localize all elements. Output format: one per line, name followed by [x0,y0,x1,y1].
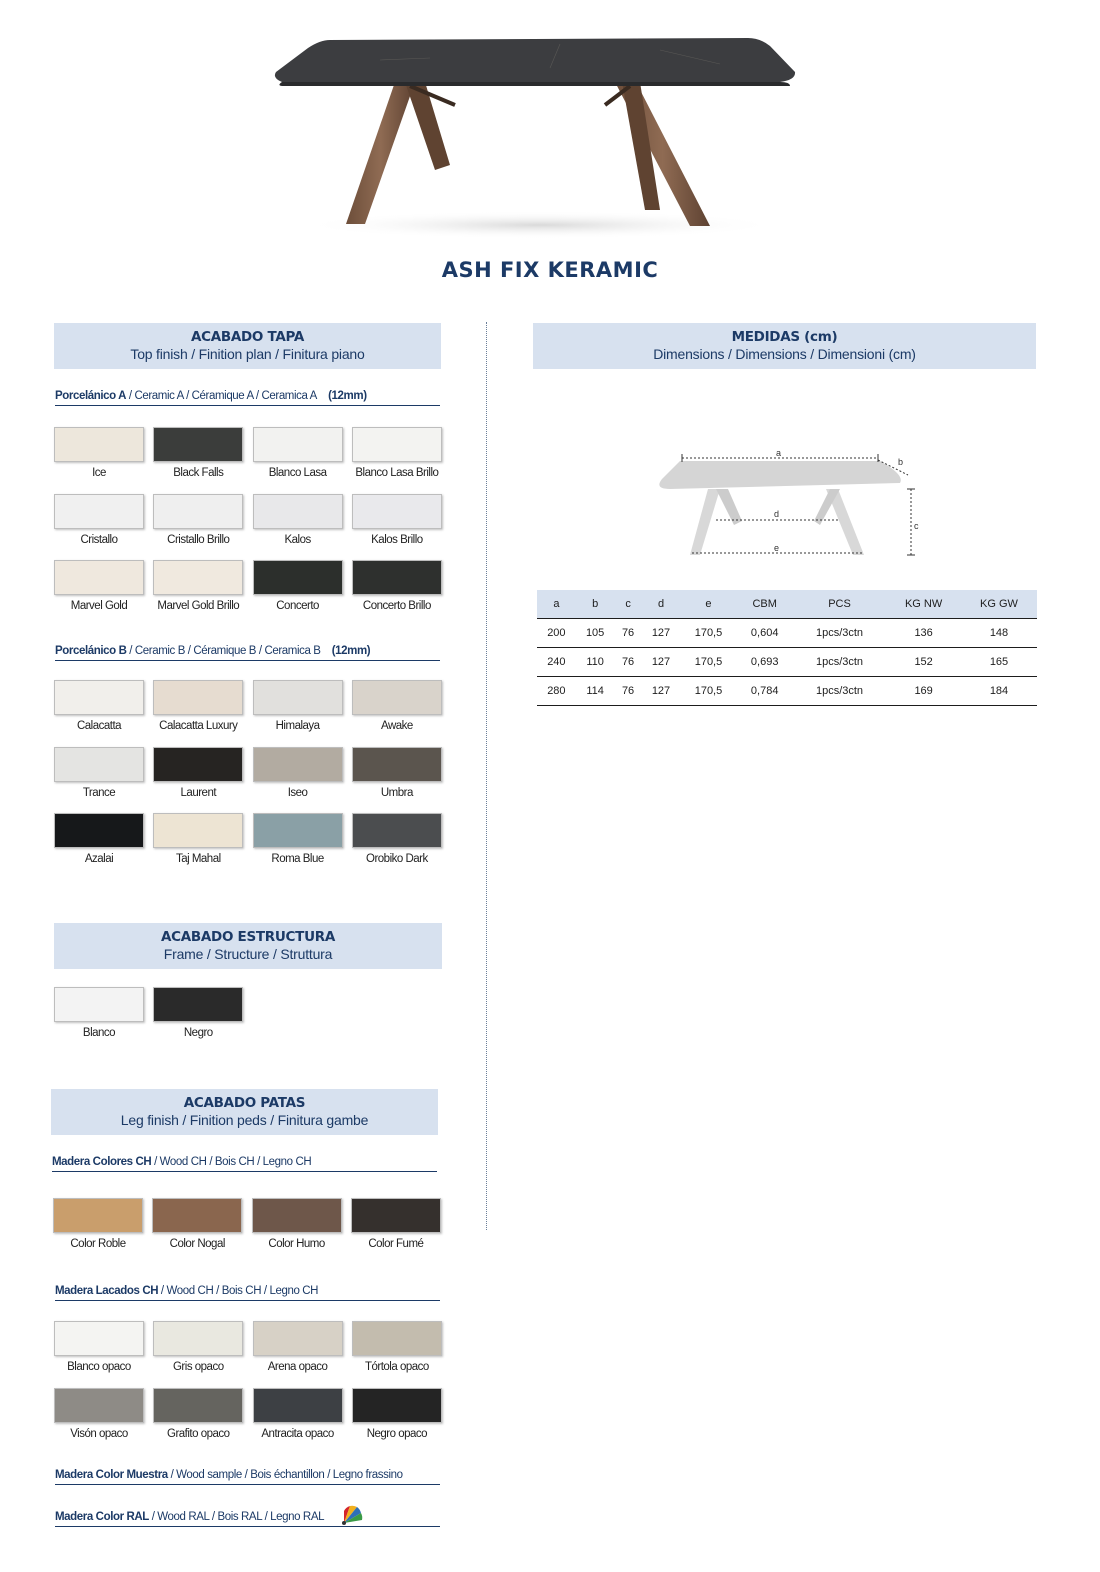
table-cell: 0,784 [737,677,793,706]
ceramic-b-label-bold: Porcelánico B [55,645,127,657]
ceramic-a-label-rest: / Ceramic A / Céramique A / Ceramica A [126,390,317,402]
swatch-label: Concerto Brillo [362,600,431,612]
product-title: ASH FIX KERAMIC [441,258,659,282]
finish-swatch [352,747,442,799]
table-header-cell: CBM [737,590,793,619]
swatch-label: Color Roble [70,1238,126,1250]
swatch-label: Calacatta Luxury [159,720,238,732]
finish-swatch [253,494,343,546]
wood-ral-label-rest: / Wood RAL / Bois RAL / Legno RAL [148,1511,325,1523]
swatch-label: Color Fumé [368,1238,424,1250]
finish-swatch [54,494,144,546]
swatch-color-tile [153,987,243,1022]
finish-swatch [352,680,442,732]
finish-swatch [153,1321,243,1373]
finish-swatch [54,1388,144,1440]
table-row [537,677,1037,706]
ceramic-b-label-note: (12mm) [331,645,371,657]
finish-swatch [152,1198,242,1250]
finish-swatch [54,560,144,612]
swatch-color-tile [153,813,243,848]
swatch-label: Arena opaco [267,1361,328,1373]
swatch-color-tile [54,987,144,1022]
dim-label-e: e [774,543,780,553]
ceramic-a-label-note: (12mm) [328,390,367,402]
frame-finish-header [54,923,442,969]
swatch-color-tile [352,560,442,595]
ceramic-a-label [55,390,440,406]
finish-swatch [253,1321,343,1373]
table-cell: 0,604 [737,619,793,648]
swatch-color-tile [352,1388,442,1423]
finish-swatch [54,680,144,732]
swatch-label: Cristallo [80,533,118,546]
swatch-color-tile [352,494,442,529]
finish-swatch [153,1388,243,1440]
swatch-color-tile [253,813,343,848]
table-cell: 127 [642,648,681,677]
table-cell: 127 [642,619,681,648]
swatch-color-tile [54,747,144,782]
finish-swatch [253,813,343,865]
wood-lacquer-label-rest: / Wood CH / Bois CH / Legno CH [158,1285,319,1297]
swatch-color-tile [352,427,442,462]
finish-swatch [253,680,343,732]
finish-swatch [153,813,243,865]
finish-swatch [352,1388,442,1440]
swatch-label: Laurent [180,786,217,799]
swatch-label: Concerto [276,600,319,612]
table-cell: 76 [615,619,642,648]
swatch-label: Cristallo Brillo [167,533,230,546]
swatch-label: Awake [380,720,413,732]
top-finish-header [54,323,441,369]
swatch-color-tile [153,560,243,595]
table-cell: 1pcs/3ctn [793,677,886,706]
swatch-label: Blanco [82,1027,116,1039]
swatch-color-tile [253,427,343,462]
swatch-label: Roma Blue [271,853,324,865]
wood-colors-label-rest: / Wood CH / Bois CH / Legno CH [151,1156,312,1168]
swatch-color-tile [153,1321,243,1356]
leg-finish-header [51,1089,438,1135]
swatch-color-tile [153,1388,243,1423]
finish-swatch [352,494,442,546]
finish-swatch [153,747,243,799]
swatch-label: Color Humo [268,1238,325,1250]
finish-swatch [53,1198,143,1250]
wood-sample-label [55,1469,440,1485]
finish-swatch [54,987,144,1039]
wood-colors-label-bold: Madera Colores CH [52,1156,152,1168]
wood-sample-label-rest: / Wood sample / Bois échantillon / Legno frassino [167,1469,403,1481]
swatch-label: Azalai [84,853,114,865]
finish-swatch [153,494,243,546]
dimensions-title: MEDIDAS (cm) [731,329,838,345]
table-cell: 110 [576,648,615,677]
table-cell: 152 [886,648,961,677]
leg-finish-title: ACABADO PATAS [183,1095,306,1111]
swatch-color-tile [152,1198,242,1233]
finish-swatch [54,1321,144,1373]
table-cell: 1pcs/3ctn [793,648,886,677]
finish-swatch [352,427,442,479]
swatch-color-tile [54,427,144,462]
table-cell: 169 [886,677,961,706]
swatch-color-tile [253,680,343,715]
table-body [537,619,1037,706]
finish-swatch [252,1198,342,1250]
table-cell: 114 [576,677,615,706]
swatch-label: Tórtola opaco [364,1361,429,1373]
ceramic-b-label-rest: / Ceramic B / Céramique B / Ceramica B [126,645,321,657]
swatch-label: Orobiko Dark [366,853,428,865]
swatch-label: Gris opaco [172,1361,224,1373]
swatch-label: Negro opaco [366,1427,428,1440]
dim-label-a: a [776,448,782,458]
table-cell: 170,5 [680,619,736,648]
finish-swatch [352,560,442,612]
swatch-color-tile [54,494,144,529]
swatch-color-tile [153,494,243,529]
swatch-label: Trance [82,786,116,799]
swatch-color-tile [352,1321,442,1356]
swatch-color-tile [253,494,343,529]
table-header-cell: KG NW [886,590,961,619]
table-header-cell: PCS [793,590,886,619]
table-cell: 76 [615,677,642,706]
swatch-color-tile [253,1388,343,1423]
ceramic-a-label-bold: Porcelánico A [55,390,127,402]
table-header-cell: e [680,590,736,619]
table-header-cell: a [537,590,576,619]
finish-swatch [253,1388,343,1440]
swatch-color-tile [54,560,144,595]
finish-swatch [153,987,243,1039]
top-finish-subtitle: Top finish / Finition plan / Finitura piano [130,346,365,362]
swatch-label: Kalos [284,533,311,546]
finish-swatch [54,813,144,865]
table-row [537,619,1037,648]
swatch-label: Blanco Lasa Brillo [355,467,439,479]
swatch-color-tile [54,1388,144,1423]
dimensions-table [537,590,1037,706]
table-cell: 170,5 [680,677,736,706]
swatch-label: Taj Mahal [175,853,221,865]
swatch-label: Umbra [380,786,413,799]
table-row [537,648,1037,677]
wood-ral-label [55,1511,440,1527]
swatch-color-tile [352,747,442,782]
dimensions-subtitle: Dimensions / Dimensions / Dimensioni (cm) [653,346,916,362]
wood-lacquer-label-bold: Madera Lacados CH [55,1285,159,1297]
table-cell: 136 [886,619,961,648]
swatch-color-tile [153,747,243,782]
table-cell: 240 [537,648,576,677]
frame-finish-title: ACABADO ESTRUCTURA [161,929,335,945]
finish-swatch [253,560,343,612]
swatch-color-tile [352,813,442,848]
column-divider [486,322,487,1230]
wood-sample-label-bold: Madera Color Muestra [55,1469,168,1481]
dim-label-b: b [898,457,904,467]
wood-colors-label [52,1156,437,1172]
finish-swatch [253,747,343,799]
swatch-color-tile [54,680,144,715]
table-cell: 165 [961,648,1037,677]
dimension-diagram [650,445,930,565]
swatch-color-tile [252,1198,342,1233]
finish-swatch [351,1198,441,1250]
dimensions-table-wrap [537,590,1037,706]
swatch-color-tile [253,747,343,782]
swatch-color-tile [351,1198,441,1233]
table-cell: 127 [642,677,681,706]
dimensions-header [533,323,1036,369]
swatch-label: Black Falls [173,467,224,479]
swatch-label: Marvel Gold Brillo [157,600,240,612]
swatch-color-tile [53,1198,143,1233]
ceramic-b-label [55,645,440,661]
swatch-label: Marvel Gold [70,600,128,612]
table-header-row [537,590,1037,619]
swatch-label: Himalaya [275,720,320,732]
finish-swatch [54,427,144,479]
swatch-label: Kalos Brillo [371,533,423,546]
swatch-color-tile [153,680,243,715]
table-header-cell: KG GW [961,590,1037,619]
finish-swatch [253,427,343,479]
swatch-label: Negro [183,1027,213,1039]
dim-label-d: d [774,509,780,519]
swatch-label: Blanco opaco [67,1361,131,1373]
swatch-color-tile [253,560,343,595]
swatch-color-tile [153,427,243,462]
table-cell: 148 [961,619,1037,648]
table-cell: 170,5 [680,648,736,677]
table-cell: 105 [576,619,615,648]
finish-swatch [352,813,442,865]
table-header-cell: c [615,590,642,619]
table-cell: 200 [537,619,576,648]
table-cell: 280 [537,677,576,706]
swatch-label: Blanco Lasa [268,467,327,479]
frame-finish-subtitle: Frame / Structure / Struttura [163,946,333,962]
swatch-label: Visón opaco [70,1427,128,1440]
finish-swatch [153,560,243,612]
table-header-cell: b [576,590,615,619]
table-cell: 184 [961,677,1037,706]
top-finish-title: ACABADO TAPA [190,329,305,345]
swatch-label: Iseo [287,786,308,799]
finish-swatch [352,1321,442,1373]
swatch-color-tile [253,1321,343,1356]
finish-swatch [153,680,243,732]
finish-swatch [153,427,243,479]
leg-finish-subtitle: Leg finish / Finition peds / Finitura gambe [120,1112,369,1128]
table-cell: 0,693 [737,648,793,677]
dim-label-c: c [914,521,919,531]
swatch-color-tile [352,680,442,715]
product-image [260,20,820,240]
table-cell: 76 [615,648,642,677]
swatch-color-tile [54,1321,144,1356]
swatch-label: Color Nogal [169,1238,225,1250]
swatch-label: Calacatta [76,720,122,732]
swatch-label: Ice [92,467,106,479]
swatch-color-tile [54,813,144,848]
wood-lacquer-label [55,1285,440,1301]
finish-swatch [54,747,144,799]
table-cell: 1pcs/3ctn [793,619,886,648]
table-header-cell: d [642,590,681,619]
ral-fan-icon [340,1503,364,1525]
swatch-label: Grafito opaco [167,1427,230,1440]
wood-ral-label-bold: Madera Color RAL [55,1511,149,1523]
swatch-label: Antracita opaco [261,1427,334,1440]
